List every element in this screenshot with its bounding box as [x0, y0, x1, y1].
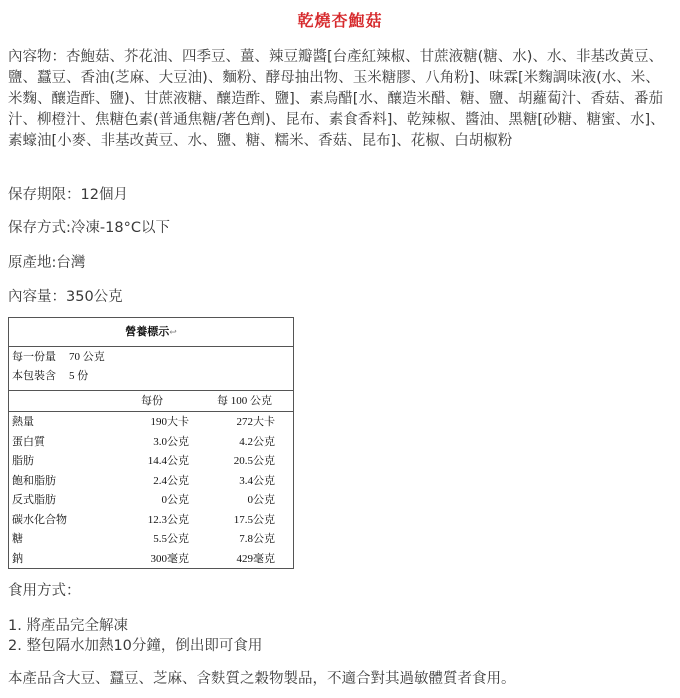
col-per-serving: 每份 [141, 395, 163, 407]
per-100g-unit: 大卡 [253, 416, 275, 428]
per-100g-value: 4.2 [239, 435, 253, 448]
per-serving-unit: 公克 [167, 474, 189, 487]
per-100g-unit: 公克 [253, 494, 275, 506]
ingredients-text: 內容物：杏鮑菇、芥花油、四季豆、薑、辣豆瓣醬[台產紅辣椒、甘蔗液糖(糖、水)、水、非基改黃豆、鹽、蠶豆、香油(芝麻、大豆油)、麵粉、酵母抽出物、玉米糖膠、八角粉]、味霖[米麴調味液(水、米、米麴、釀造酢、鹽)、甘蔗液糖、釀造酢、鹽]、素烏醋[水、釀造米醋、糖、鹽、胡蘿蔔汁、香菇、番茄汁、柳橙汁、焦糖色素(普通焦糖/著色劑)、昆布、素食香料]、乾辣椒、醬油、黑糖[砂糖、糖蜜、水]、素蠔油[小麥、非基改黃豆、水、鹽、糖、糯米、香菇、昆布]、花椒、白胡椒粉 [8, 49, 665, 149]
per-100g-value: 17.5 [233, 513, 253, 526]
per-serving-value: 5.5 [153, 533, 167, 545]
nutrient-row [9, 492, 293, 509]
per-serving-unit: 公克 [167, 533, 189, 545]
per-serving-value: 0 [161, 494, 167, 506]
per-100g-value: 429 [236, 552, 253, 565]
usage-step-1: 1. 將產品完全解凍 [8, 618, 128, 634]
per-100g-unit: 毫克 [253, 552, 275, 565]
per-100g-unit: 公克 [253, 533, 275, 545]
per-100g-value: 3.4 [239, 474, 253, 487]
nutrient-name: 飽和脂肪 [12, 474, 56, 487]
servings-value: 5 份 [69, 370, 89, 382]
nutrition-header: 營養標示↩ [9, 318, 293, 347]
usage-step-2: 2. 整包隔水加熱10分鐘，倒出即可食用 [8, 638, 263, 654]
per-100g-value: 272 [236, 416, 253, 428]
per-100g-value: 20.5 [233, 455, 253, 467]
per-serving-unit: 大卡 [167, 416, 189, 428]
nutrient-name: 蛋白質 [12, 435, 45, 448]
per-serving-value: 12.3 [147, 513, 167, 526]
nutrient-row [9, 531, 293, 548]
shelf-life: 保存期限：12個月 [8, 187, 128, 203]
servings-label: 本包裝含 [12, 370, 56, 382]
per-serving-value: 300 [150, 552, 167, 565]
per-100g-value: 7.8 [239, 533, 253, 545]
nutrition-table [8, 317, 294, 569]
nutrient-name: 脂肪 [12, 455, 34, 467]
per-100g-unit: 公克 [253, 474, 275, 487]
serving-size-value: 70 公克 [69, 351, 105, 363]
nutrient-row [9, 453, 293, 470]
col-per-100g: 每 100 公克 [217, 395, 272, 407]
usage-title: 食用方式： [8, 583, 81, 599]
per-100g-value: 0 [247, 494, 253, 506]
nutrient-name: 反式脂肪 [12, 494, 56, 506]
per-serving-value: 14.4 [147, 455, 167, 467]
per-serving-unit: 公克 [167, 513, 189, 526]
per-serving-unit: 毫克 [167, 552, 189, 565]
serving-size-row [9, 349, 293, 366]
per-serving-unit: 公克 [167, 455, 189, 467]
nutrient-row [9, 434, 293, 451]
column-header-row [9, 393, 293, 410]
nutrient-name: 糖 [12, 533, 23, 545]
table-divider [9, 411, 293, 412]
table-divider [9, 390, 293, 391]
nutrient-name: 熱量 [12, 416, 34, 428]
per-serving-value: 2.4 [153, 474, 167, 487]
servings-row [9, 368, 293, 385]
product-title: 乾燒杏鮑菇 [297, 11, 383, 30]
per-100g-unit: 公克 [253, 435, 275, 448]
per-serving-unit: 公克 [167, 435, 189, 448]
per-serving-value: 3.0 [153, 435, 167, 448]
allergy-notice: 本產品含大豆、蠶豆、芝麻、含麩質之穀物製品，不適合對其過敏體質者食用。 [8, 671, 516, 687]
storage-method: 保存方式:冷凍-18°C以下 [8, 220, 170, 236]
nutrient-name: 碳水化合物 [12, 513, 67, 526]
nutrient-row [9, 414, 293, 431]
nutrient-name: 鈉 [12, 552, 23, 565]
per-serving-unit: 公克 [167, 494, 189, 506]
nutrient-row [9, 551, 293, 568]
per-100g-unit: 公克 [253, 455, 275, 467]
serving-size-label: 每一份量 [12, 351, 56, 363]
per-serving-value: 190 [150, 416, 167, 428]
origin: 原產地:台灣 [8, 255, 86, 271]
nutrient-row [9, 473, 293, 490]
per-100g-unit: 公克 [253, 513, 275, 526]
nutrient-row [9, 512, 293, 529]
net-volume: 內容量：350公克 [8, 289, 123, 305]
